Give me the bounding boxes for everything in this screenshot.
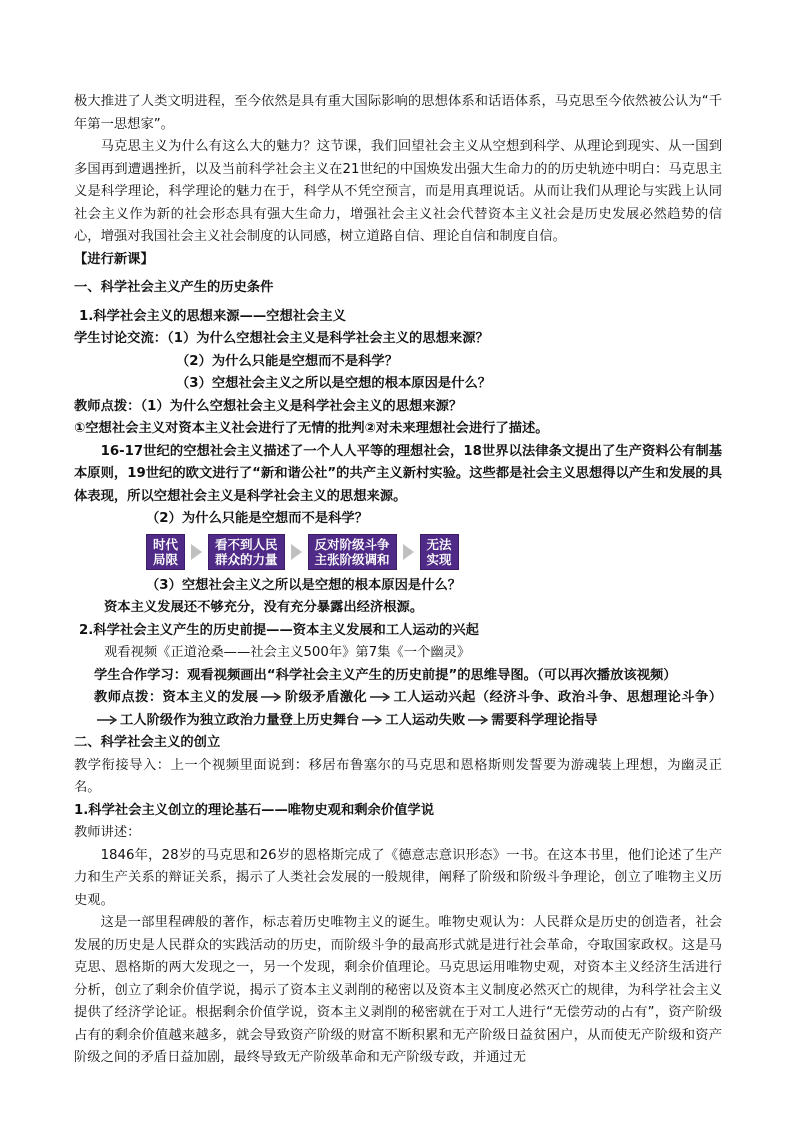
answer-2-question: （2）为什么只能是空想而不是科学？ [146, 511, 369, 526]
intro-paragraph-1: 极大推进了人类文明进程，至今依然是具有重大国际影响的思想体系和话语体系，马克思至今依然被公认为“千年第一思想家”。 [74, 94, 722, 132]
answer-1-paragraph: 16-17世纪的空想社会主义描述了一个人人平等的理想社会，18世界以法律条文提出了生产资料公有制基本原则，19世纪的欧文进行了“新和谐公社”的共产主义新村实验。这些都是社会主义思想得以产生和发展的具体表现，所以空想社会主义是科学社会主义的思想来源。 [74, 443, 722, 504]
arrow-right-icon [260, 692, 282, 702]
teacher-label: 教师点拨： [74, 398, 141, 414]
answer-3-answer: 资本主义发展还不够充分，没有充分暴露出经济根源。 [104, 600, 424, 615]
arrow-right-icon [369, 692, 391, 702]
flow-arrow-icon [191, 544, 202, 560]
teacher-narration-label: 教师讲述： [74, 825, 141, 840]
flow-box-class-struggle: 反对阶级斗争 主张阶级调和 [308, 534, 397, 570]
cooperative-learning: 学生合作学习：观看视频画出“科学社会主义产生的历史前提”的思维导图。（可以再次播放该视频） [94, 667, 677, 683]
bridge-intro: 教学衔接导入：上一个视频里面说到：移居布鲁塞尔的马克思和恩格斯则发誓要为游魂装上理想，为幽灵正名。 [74, 757, 722, 795]
heading-1: 一、科学社会主义产生的历史条件 [74, 280, 274, 295]
flow-box-era-limit: 时代 局限 [146, 534, 185, 570]
narration-paragraph-2: 这是一部里程碑般的著作，标志着历史唯物主义的诞生。唯物史观认为：人民群众是历史的创造者，社会发展的历史是人民群众的实践活动的历史，而阶级斗争的最高形式就是进行社会革命，夺取国家政权。这是马克思、恩格斯的两大发现之一，另一个发现，剩余价值理论。马克思运用唯物史观，对资本主义经济生活进行分析，创立了剩余价值学说，揭示了资本主义剥削的秘密以及资本主义制度必然灭亡的规律，为科学社会主义提供了经济学论证。根据剩余价值学说，资本主义剥削的秘密就在于对工人进行“无偿劳动的占有”，资产阶级占有的剩余价值越来越多，就会导致资产阶级的财富不断积累和无产阶级日益贫困户，从而使无产阶级和资产阶级之间的矛盾日益加剧，最终导致无产阶级革命和无产阶级专政，并通过无 [74, 915, 722, 1065]
flow-arrow-icon [291, 544, 302, 560]
flow-arrow-icon [403, 544, 414, 560]
discussion-label: 学生讨论交流： [74, 331, 168, 346]
heading-2: 二、科学社会主义的创立 [74, 735, 221, 750]
section-new-lesson: 【进行新课】 [74, 251, 154, 267]
discussion-q3: （3）空想社会主义之所以是空想的根本原因是什么？ [176, 376, 492, 391]
discussion-q1: （1）为什么空想社会主义是科学社会主义的思想来源？ [167, 331, 489, 346]
flow-box-masses: 看不到人民 群众的力量 [208, 534, 285, 570]
subheading-1: 1.科学社会主义的思想来源——空想社会主义 [79, 308, 346, 324]
subheading-3: 1.科学社会主义创立的理论基石——唯物史观和剩余价值学说 [74, 802, 435, 818]
answer-3-question: （3）空想社会主义之所以是空想的根本原因是什么？ [146, 577, 462, 593]
intro-paragraph-2: 马克思主义为什么有这么大的魅力？这节课，我们回望社会主义从空想到科学、从理论到现实、从一国到多国再到遭遇挫折，以及当前科学社会主义在21世纪的中国焕发出强大生命力的的历史轨迹中明白：马克思主义是科学理论，科学理论的魅力在于，科学从不凭空预言，而是用真理说话。从而让我们从理论与实践上认同社会主义作为新的社会形态具有强大生命力，增强社会主义社会代替资本主义社会是历史发展必然趋势的信心，增强对我国社会主义社会制度的认同感，树立道路自信、理论自信和制度自信。 [74, 139, 722, 244]
answer-1-points: ①空想社会主义对资本主义社会进行了无情的批判②对未来理想社会进行了描述。 [74, 421, 549, 436]
teacher-label-2: 教师点拨： [94, 690, 163, 705]
video-note: 观看视频《正道沧桑——社会主义500年》第7集《一个幽灵》 [104, 645, 471, 660]
reason-flowchart [146, 535, 722, 569]
arrow-right-icon [96, 715, 118, 725]
answer-1-question: （1）为什么空想社会主义是科学社会主义的思想来源？ [140, 398, 463, 414]
teacher-answer-1-line [74, 396, 722, 419]
document-body [74, 91, 722, 1070]
teacher-chain-line: 教师点拨：资本主义的发展 阶级矛盾激化 工人运动兴起（经济斗争、政治斗争、思想理论斗争）工人阶级作为独立政治力量登上历史舞台 工人运动失败 需要科学理论指导 [94, 690, 723, 728]
arrow-right-icon [361, 715, 383, 725]
discussion-q1-line [74, 328, 722, 351]
subheading-2: 2.科学社会主义产生的历史前提——资本主义发展和工人运动的兴起 [79, 622, 479, 638]
discussion-q2: （2）为什么只能是空想而不是科学？ [176, 353, 399, 369]
flow-box-unrealizable: 无法 实现 [420, 534, 459, 570]
narration-paragraph-1: 1846年，28岁的马克思和26岁的恩格斯完成了《德意志意识形态》一书。在这本书里，他们论述了生产力和生产关系的辩证关系，揭示了人类社会发展的一般规律，阐释了阶级和阶级斗争理论，创立了唯物主义历史观。 [74, 847, 722, 908]
arrow-right-icon [467, 715, 489, 725]
